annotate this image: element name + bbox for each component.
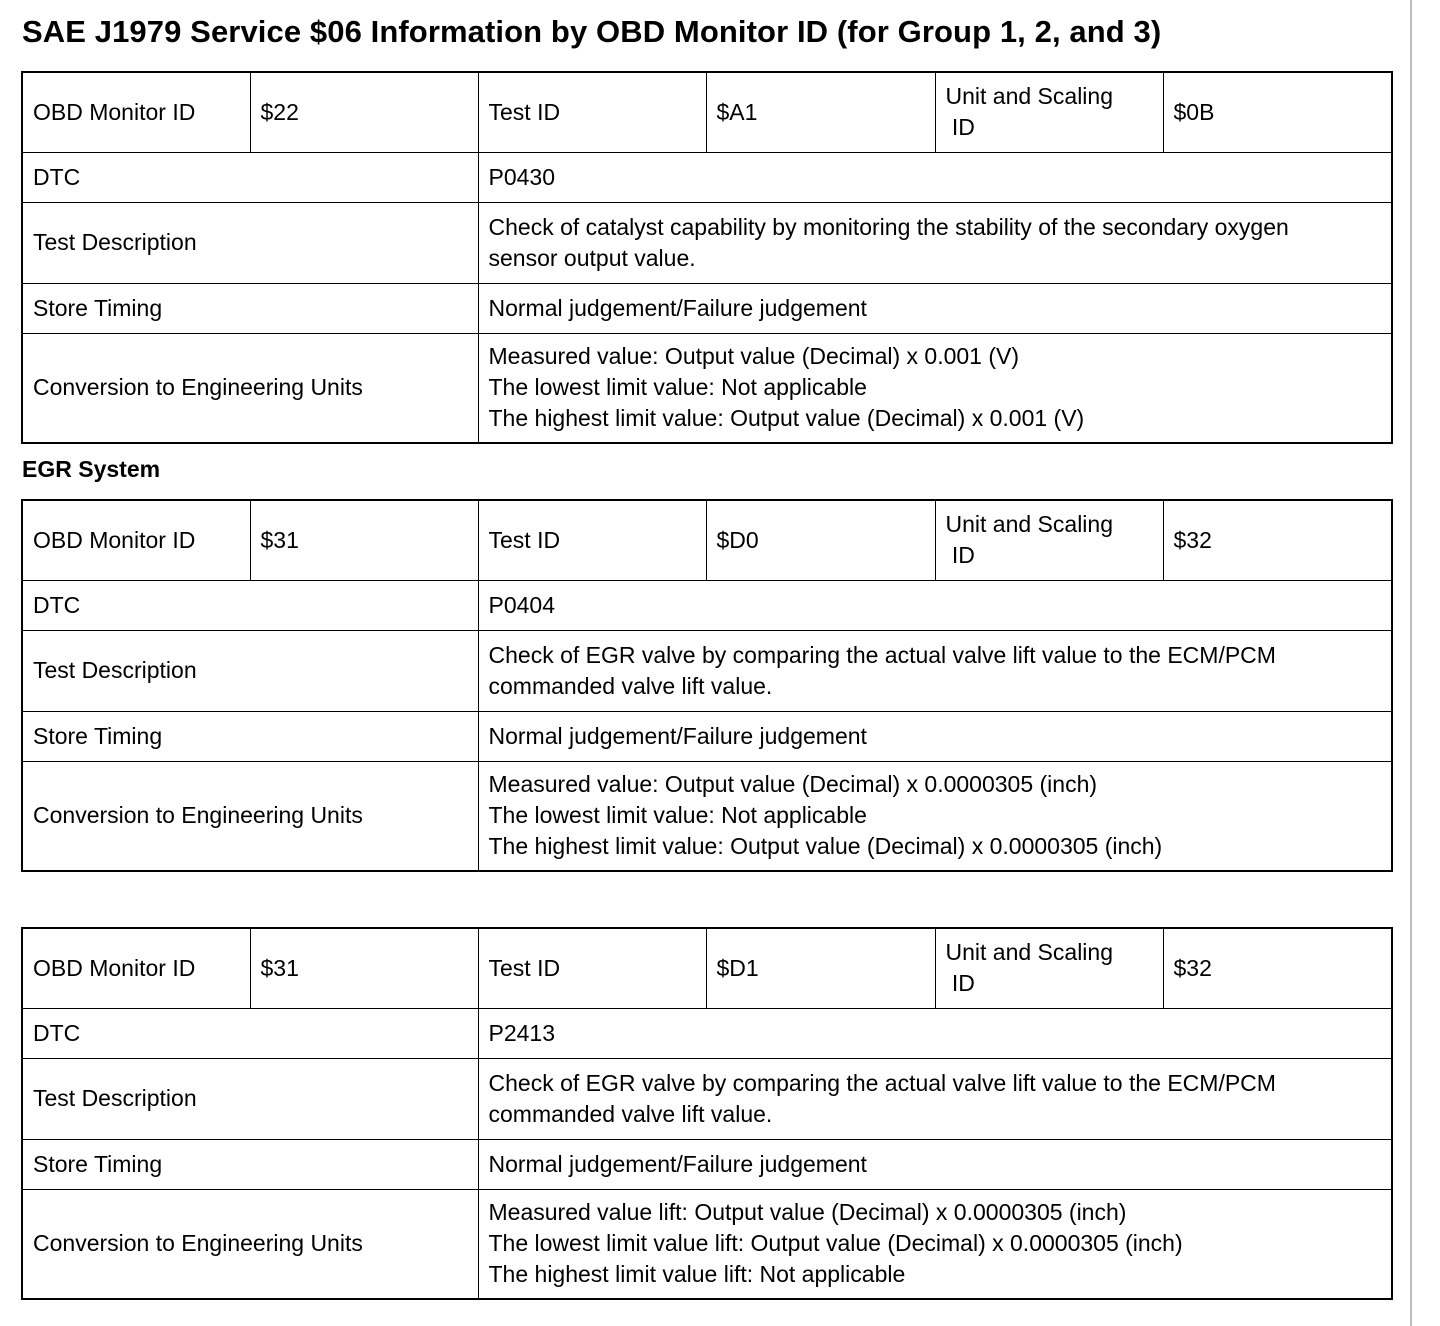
test-id-value: $D1 xyxy=(706,928,935,1008)
conversion-label: Conversion to Engineering Units xyxy=(22,1189,478,1299)
store-timing-label: Store Timing xyxy=(22,283,478,333)
table-row-store-timing xyxy=(22,711,1392,761)
table-row-conversion xyxy=(22,333,1392,443)
table-row-ids xyxy=(22,928,1392,1008)
table-row-test-description xyxy=(22,202,1392,283)
store-timing-value: Normal judgement/Failure judgement xyxy=(478,711,1392,761)
description-line: sensor output value. xyxy=(488,244,696,271)
table-row-store-timing xyxy=(22,1139,1392,1189)
conversion-label: Conversion to Engineering Units xyxy=(22,761,478,871)
unit-scaling-id-value: $32 xyxy=(1163,500,1392,580)
conversion-line: The highest limit value lift: Not applicable xyxy=(488,1261,906,1288)
conversion-value xyxy=(478,333,1392,443)
test-description-label: Test Description xyxy=(22,630,478,711)
test-id-label: Test ID xyxy=(478,72,706,152)
conversion-line: The lowest limit value lift: Output value (Decimal) x 0.0000305 (inch) xyxy=(488,1230,1183,1257)
test-description-value xyxy=(478,1058,1392,1139)
table-row-conversion xyxy=(22,1189,1392,1299)
description-line: Check of EGR valve by comparing the actual valve lift value to the ECM/PCM xyxy=(488,641,1276,668)
dtc-value: P2413 xyxy=(478,1008,1392,1058)
conversion-line: Measured value lift: Output value (Decimal) x 0.0000305 (inch) xyxy=(488,1199,1127,1226)
store-timing-label: Store Timing xyxy=(22,711,478,761)
test-id-value: $A1 xyxy=(706,72,935,152)
page-title: SAE J1979 Service $06 Information by OBD Monitor ID (for Group 1, 2, and 3) xyxy=(22,14,1162,49)
table-row-test-description xyxy=(22,630,1392,711)
test-description-label: Test Description xyxy=(22,1058,478,1139)
store-timing-value: Normal judgement/Failure judgement xyxy=(478,283,1392,333)
test-description-value xyxy=(478,630,1392,711)
page-edge-rule xyxy=(1410,0,1412,1326)
obd-monitor-id-value: $22 xyxy=(250,72,478,152)
description-line: Check of catalyst capability by monitoring the stability of the secondary oxygen xyxy=(488,213,1289,240)
conversion-line: Measured value: Output value (Decimal) x 0.0000305 (inch) xyxy=(488,771,1098,798)
test-description-value xyxy=(478,202,1392,283)
unit-scaling-label-line: Unit and Scaling xyxy=(945,511,1113,538)
unit-scaling-id-label xyxy=(935,500,1163,580)
description-line: commanded valve lift value. xyxy=(488,1100,773,1127)
unit-scaling-id-value: $0B xyxy=(1163,72,1392,152)
test-description-label: Test Description xyxy=(22,202,478,283)
service06-table-egr-d1 xyxy=(21,927,1393,1300)
obd-monitor-id-label: OBD Monitor ID xyxy=(22,500,250,580)
conversion-line: The lowest limit value: Not applicable xyxy=(488,802,867,829)
unit-scaling-label-line: Unit and Scaling xyxy=(945,83,1113,110)
description-line: Check of EGR valve by comparing the actual valve lift value to the ECM/PCM xyxy=(488,1069,1276,1096)
store-timing-value: Normal judgement/Failure judgement xyxy=(478,1139,1392,1189)
dtc-label: DTC xyxy=(22,152,478,202)
unit-scaling-label-line: ID xyxy=(945,970,975,997)
unit-scaling-id-label xyxy=(935,928,1163,1008)
table-row-test-description xyxy=(22,1058,1392,1139)
dtc-label: DTC xyxy=(22,580,478,630)
obd-monitor-id-label: OBD Monitor ID xyxy=(22,928,250,1008)
test-id-label: Test ID xyxy=(478,928,706,1008)
store-timing-label: Store Timing xyxy=(22,1139,478,1189)
service06-table-egr-d0 xyxy=(21,499,1393,872)
conversion-line: The highest limit value: Output value (Decimal) x 0.001 (V) xyxy=(488,405,1085,432)
dtc-value: P0404 xyxy=(478,580,1392,630)
unit-scaling-label-line: ID xyxy=(945,542,975,569)
conversion-value xyxy=(478,1189,1392,1299)
table-row-store-timing xyxy=(22,283,1392,333)
unit-scaling-label-line: ID xyxy=(945,114,975,141)
service06-table-catalyst xyxy=(21,71,1393,444)
table-row-conversion xyxy=(22,761,1392,871)
obd-monitor-id-value: $31 xyxy=(250,500,478,580)
test-id-label: Test ID xyxy=(478,500,706,580)
unit-scaling-id-value: $32 xyxy=(1163,928,1392,1008)
table-row-ids xyxy=(22,500,1392,580)
conversion-line: The highest limit value: Output value (Decimal) x 0.0000305 (inch) xyxy=(488,833,1163,860)
table-row-dtc xyxy=(22,1008,1392,1058)
conversion-value xyxy=(478,761,1392,871)
unit-scaling-label-line: Unit and Scaling xyxy=(945,939,1113,966)
conversion-label: Conversion to Engineering Units xyxy=(22,333,478,443)
dtc-label: DTC xyxy=(22,1008,478,1058)
test-id-value: $D0 xyxy=(706,500,935,580)
table-row-dtc xyxy=(22,152,1392,202)
conversion-line: Measured value: Output value (Decimal) x 0.001 (V) xyxy=(488,343,1020,370)
section-heading-egr-system: EGR System xyxy=(22,456,161,482)
dtc-value: P0430 xyxy=(478,152,1392,202)
table-row-ids xyxy=(22,72,1392,152)
table-row-dtc xyxy=(22,580,1392,630)
conversion-line: The lowest limit value: Not applicable xyxy=(488,374,867,401)
unit-scaling-id-label xyxy=(935,72,1163,152)
obd-monitor-id-value: $31 xyxy=(250,928,478,1008)
obd-monitor-id-label: OBD Monitor ID xyxy=(22,72,250,152)
description-line: commanded valve lift value. xyxy=(488,672,773,699)
